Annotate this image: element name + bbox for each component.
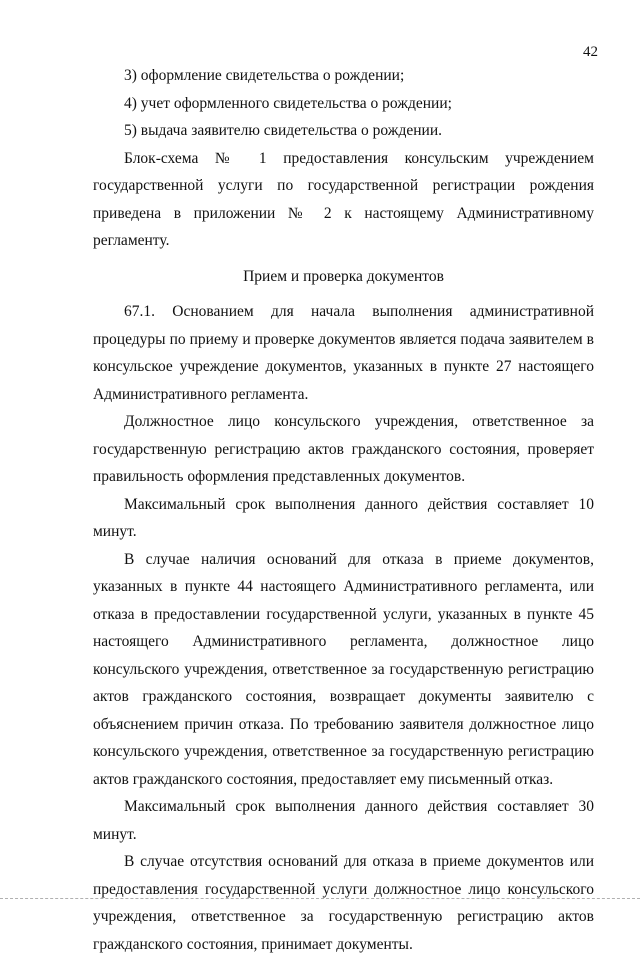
document-body: [93, 62, 594, 958]
paragraph-67-1: 67.1. Основанием для начала выполнения административной процедуры по приему и проверке документов является подача заявителем в консульское учреждение документов, указанных в пункте 27 настоящего Административного регламента.: [93, 303, 594, 403]
paragraph-no-refusal-grounds: В случае отсутствия оснований для отказа в приеме документов или предоставления государственной услуги должностное лицо консульского учреждения, ответственное за государственную регистрацию актов гражданского состояния, принимает документы.: [93, 853, 594, 953]
list-item-4: 4) учет оформленного свидетельства о рождении;: [124, 94, 452, 112]
page-number: 42: [583, 44, 598, 60]
paragraph-max-time-30: Максимальный срок выполнения данного действия составляет 30 минут.: [93, 798, 594, 843]
section-heading: Прием и проверка документов: [243, 267, 444, 285]
paragraph-refusal-grounds: В случае наличия оснований для отказа в приеме документов, указанных в пункте 44 настоящего Административного регламента, или отказа в предоставлении государственной услуги, указанных в пункте 45 настоящего Административного регламента, должностное лицо консульского учреждения, ответственное за государственную регистрацию актов гражданского состояния, возвращает документы заявителю с объяснением причин отказа. По требованию заявителя должностное лицо консульского учреждения, ответственное за государственную регистрацию актов гражданского состояния, предоставляет ему письменный отказ.: [93, 550, 594, 788]
paragraph-max-time-10: Максимальный срок выполнения данного действия составляет 10 минут.: [93, 495, 594, 540]
list-item-3: 3) оформление свидетельства о рождении;: [124, 67, 405, 84]
scan-edge-divider: [0, 898, 640, 900]
block-diagram-reference-paragraph: Блок-схема № 1 предоставления консульским учреждением государственной услуги по государственной регистрации рождения приведена в приложении № 2 к настоящему Административному регламенту.: [93, 149, 594, 249]
paragraph-official-checks: Должностное лицо консульского учреждения, ответственное за государственную регистрацию актов гражданского состояния, проверяет правильность оформления представленных документов.: [93, 413, 594, 485]
list-item-5: 5) выдача заявителю свидетельства о рождении.: [124, 122, 443, 139]
